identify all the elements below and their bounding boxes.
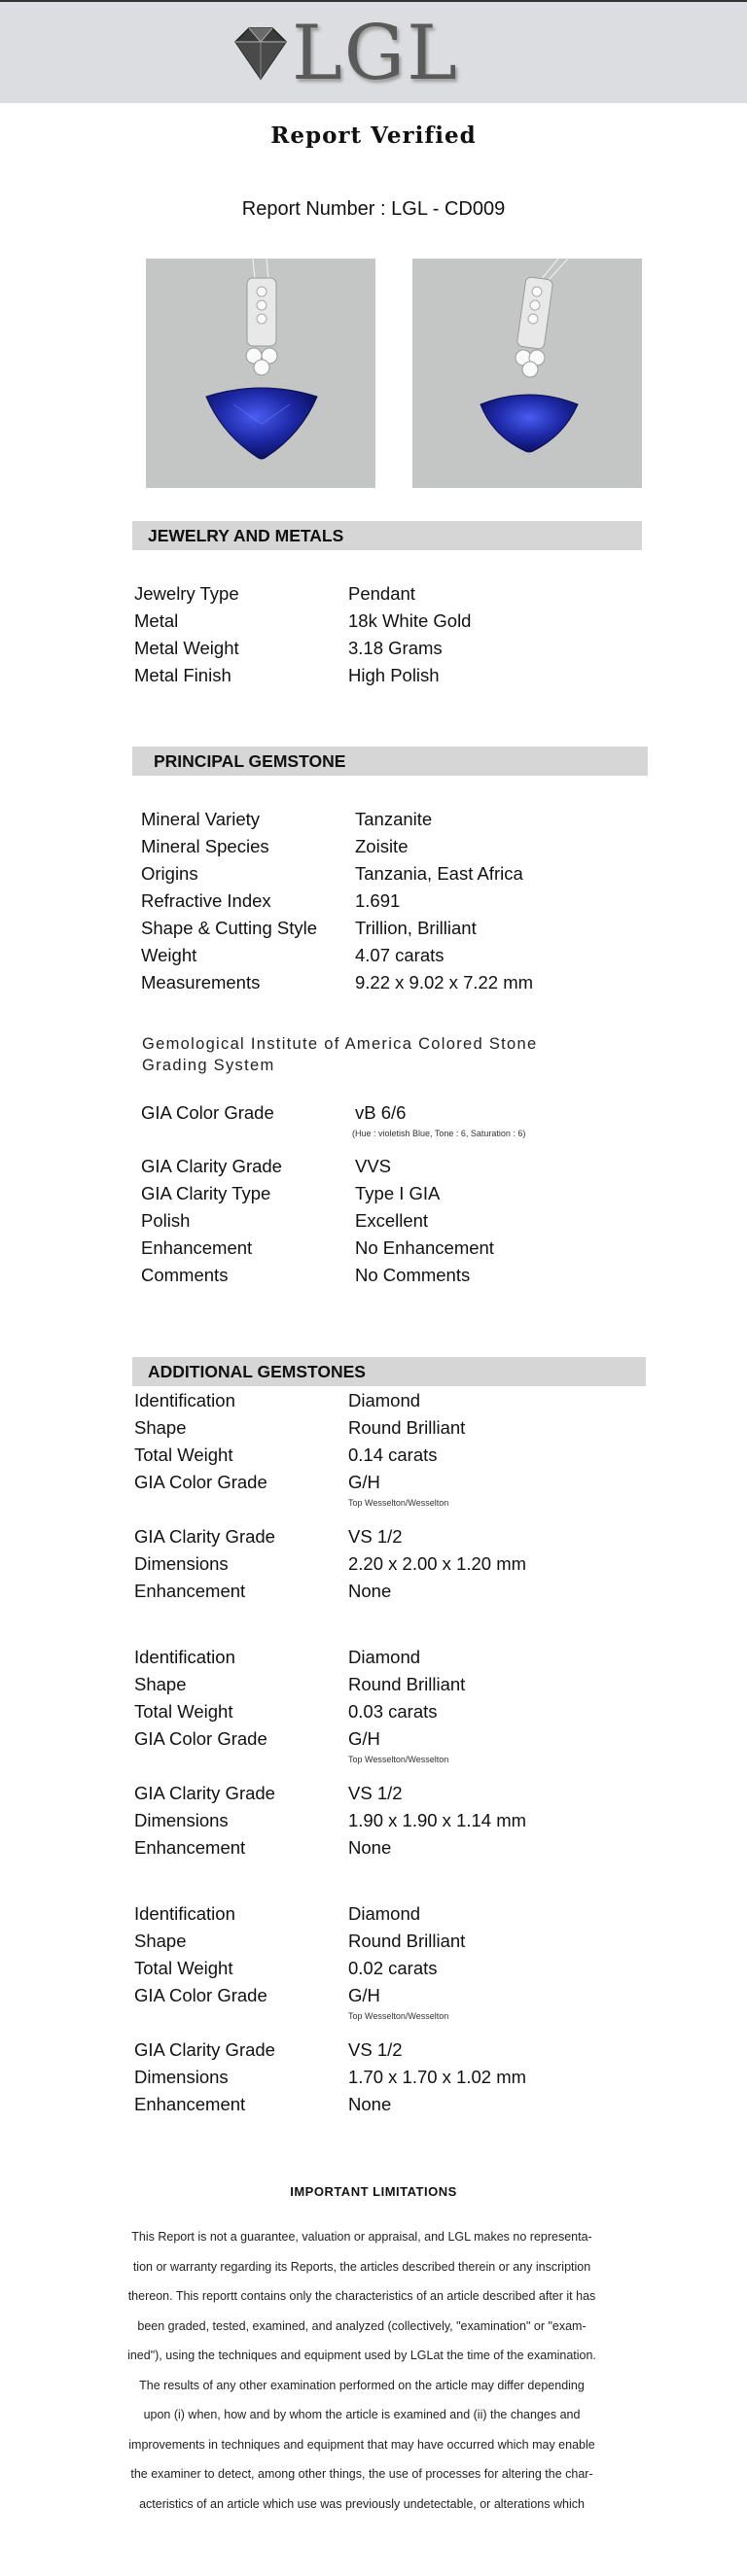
- stone2-color-grade-value: G/H: [348, 1728, 380, 1749]
- stone1-identification-value: Diamond: [348, 1390, 421, 1410]
- stone2-enhancement-label: Enhancement: [134, 1837, 246, 1858]
- stone3-clarity-grade-value: VS 1/2: [348, 2039, 403, 2060]
- measurements-label: Measurements: [141, 972, 261, 992]
- stone2-identification-value: Diamond: [348, 1647, 421, 1667]
- gia-color-grade-value: vB 6/6: [355, 1102, 407, 1123]
- stone2-shape-label: Shape: [134, 1674, 187, 1694]
- mineral-variety-label: Mineral Variety: [141, 809, 261, 829]
- stone3-clarity-grade-label: GIA Clarity Grade: [134, 2039, 275, 2060]
- limitations-line: tion or warranty regarding its Reports, the articles described therein or any inscription: [132, 2259, 591, 2274]
- stone1-clarity-grade-value: VS 1/2: [348, 1526, 403, 1547]
- metal-label: Metal: [134, 610, 179, 631]
- limitations-title: IMPORTANT LIMITATIONS: [290, 2184, 457, 2199]
- pendant-photo-right: [412, 259, 642, 488]
- page-header: [0, 2, 747, 103]
- metal-value: 18k White Gold: [348, 610, 472, 631]
- refractive-index-label: Refractive Index: [141, 890, 271, 911]
- stone1-dimensions-value: 2.20 x 2.00 x 1.20 mm: [348, 1553, 527, 1574]
- stone3-shape-value: Round Brilliant: [348, 1931, 466, 1951]
- lgl-logo[interactable]: [230, 10, 459, 97]
- stone2-clarity-grade-label: GIA Clarity Grade: [134, 1783, 275, 1803]
- report-number: Report Number : LGL - CD009: [241, 198, 506, 220]
- diamond-icon: [230, 24, 292, 83]
- stone3-dimensions-value: 1.70 x 1.70 x 1.02 mm: [348, 2067, 527, 2087]
- stone3-identification-value: Diamond: [348, 1903, 421, 1924]
- limitations-line: The results of any other examination performed on the article may differ depending: [139, 2378, 585, 2392]
- measurements-value: 9.22 x 9.02 x 7.22 mm: [355, 972, 534, 992]
- stone2-shape-value: Round Brilliant: [348, 1674, 466, 1694]
- jewelry-type-value: Pendant: [348, 583, 415, 604]
- limitations-line: acteristics of an article which use was previously undetectable, or alterations which: [139, 2496, 585, 2511]
- stone3-dimensions-label: Dimensions: [134, 2067, 229, 2087]
- stone2-color-grade-label: GIA Color Grade: [134, 1728, 267, 1749]
- stone1-identification-label: Identification: [134, 1390, 235, 1410]
- stone1-shape-label: Shape: [134, 1417, 187, 1438]
- enhancement-value: No Enhancement: [355, 1237, 494, 1258]
- comments-value: No Comments: [355, 1265, 471, 1285]
- color-grade-note: (Hue : violetish Blue, Tone : 6, Saturation : 6): [352, 1129, 526, 1138]
- stone1-color-grade-label: GIA Color Grade: [134, 1472, 267, 1492]
- logo-text: LGL: [292, 10, 459, 97]
- jewelry-type-label: Jewelry Type: [134, 583, 239, 604]
- limitations-line: This Report is not a guarantee, valuation or appraisal, and LGL makes no representa-: [131, 2230, 592, 2244]
- section-jewelry-metals: JEWELRY AND METALS: [132, 521, 642, 550]
- mineral-species-value: Zoisite: [355, 836, 409, 856]
- stone2-enhancement-value: None: [348, 1837, 392, 1858]
- gia-color-grade-label: GIA Color Grade: [141, 1102, 274, 1123]
- stone3-enhancement-value: None: [348, 2094, 392, 2114]
- stone1-clarity-grade-label: GIA Clarity Grade: [134, 1526, 275, 1547]
- stone2-dimensions-label: Dimensions: [134, 1810, 229, 1830]
- stone1-total-weight-value: 0.14 carats: [348, 1445, 438, 1465]
- stone3-total-weight-label: Total Weight: [134, 1958, 233, 1978]
- mineral-variety-value: Tanzanite: [355, 809, 433, 829]
- weight-label: Weight: [141, 945, 197, 965]
- stone2-clarity-grade-value: VS 1/2: [348, 1783, 403, 1803]
- origins-label: Origins: [141, 863, 198, 884]
- pendant-photo-left: [146, 259, 375, 488]
- stone2-identification-label: Identification: [134, 1647, 235, 1667]
- origins-value: Tanzania, East Africa: [355, 863, 523, 884]
- limitations-line: ined"), using the techniques and equipment used by LGLat the time of the examination.: [127, 2349, 596, 2362]
- stone3-color-note: Top Wesselton/Wesselton: [348, 2011, 449, 2021]
- stone2-color-note: Top Wesselton/Wesselton: [348, 1755, 449, 1764]
- gia-clarity-type-value: Type I GIA: [355, 1183, 441, 1203]
- limitations-line: improvements in techniques and equipment that may have occurred which may enable: [128, 2437, 595, 2452]
- limitations-line: the examiner to detect, among other things, the use of processes for altering the char-: [130, 2467, 593, 2481]
- mineral-species-label: Mineral Species: [141, 836, 269, 856]
- metal-weight-label: Metal Weight: [134, 638, 239, 658]
- stone1-color-grade-value: G/H: [348, 1472, 380, 1492]
- stone1-shape-value: Round Brilliant: [348, 1417, 466, 1438]
- stone3-total-weight-value: 0.02 carats: [348, 1958, 438, 1978]
- gia-clarity-type-label: GIA Clarity Type: [141, 1183, 271, 1203]
- limitations-body: [103, 2222, 621, 2519]
- section-principal-gemstone: PRINCIPAL GEMSTONE: [132, 747, 648, 776]
- stone1-color-note: Top Wesselton/Wesselton: [348, 1498, 449, 1508]
- refractive-index-value: 1.691: [355, 890, 401, 911]
- stone1-total-weight-label: Total Weight: [134, 1445, 233, 1465]
- enhancement-label: Enhancement: [141, 1237, 253, 1258]
- limitations-line: upon (i) when, how and by whom the article is examined and (ii) the changes and: [143, 2408, 581, 2421]
- shape-cutting-label: Shape & Cutting Style: [141, 918, 317, 938]
- limitations-line: thereon. This reportt contains only the characteristics of an article described after it has: [127, 2289, 596, 2303]
- stone2-dimensions-value: 1.90 x 1.90 x 1.14 mm: [348, 1810, 527, 1830]
- stone3-color-grade-value: G/H: [348, 1985, 380, 2005]
- metal-finish-value: High Polish: [348, 665, 440, 685]
- stone3-identification-label: Identification: [134, 1903, 235, 1924]
- stone1-enhancement-label: Enhancement: [134, 1581, 246, 1601]
- stone3-enhancement-label: Enhancement: [134, 2094, 246, 2114]
- stone3-shape-label: Shape: [134, 1931, 187, 1951]
- stone2-total-weight-label: Total Weight: [134, 1701, 233, 1722]
- metal-finish-label: Metal Finish: [134, 665, 231, 685]
- comments-label: Comments: [141, 1265, 229, 1285]
- page-title: Report Verified: [270, 122, 477, 149]
- gia-clarity-grade-value: VVS: [355, 1156, 392, 1176]
- stone2-total-weight-value: 0.03 carats: [348, 1701, 438, 1722]
- polish-value: Excellent: [355, 1210, 429, 1231]
- weight-value: 4.07 carats: [355, 945, 445, 965]
- stone1-dimensions-label: Dimensions: [134, 1553, 229, 1574]
- gia-system-title: Gemological Institute of America Colored Stone Grading System: [142, 1035, 538, 1074]
- section-additional-gemstones: ADDITIONAL GEMSTONES: [132, 1357, 646, 1386]
- metal-weight-value: 3.18 Grams: [348, 638, 443, 658]
- gia-clarity-grade-label: GIA Clarity Grade: [141, 1156, 282, 1176]
- stone3-color-grade-label: GIA Color Grade: [134, 1985, 267, 2005]
- limitations-line: been graded, tested, examined, and analyzed (collectively, "examination" or "exam-: [137, 2318, 587, 2333]
- stone1-enhancement-value: None: [348, 1581, 392, 1601]
- shape-cutting-value: Trillion, Brilliant: [355, 918, 477, 938]
- polish-label: Polish: [141, 1210, 191, 1231]
